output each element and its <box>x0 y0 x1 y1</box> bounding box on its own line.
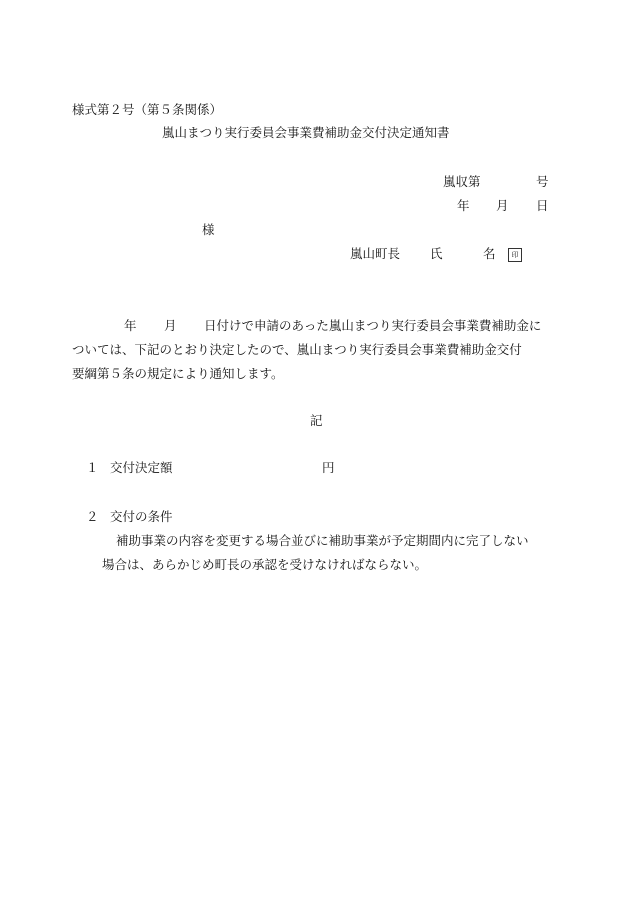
reference-suffix: 号 <box>536 174 549 189</box>
ki-heading: 記 <box>310 413 323 428</box>
item-2-number: ２ <box>86 509 99 524</box>
body-line-3: 要綱第５条の規定により通知します。 <box>72 366 284 381</box>
item-2-text-line-1: 補助事業の内容を変更する場合並びに補助事業が予定期間内に完了しない <box>116 533 529 548</box>
document-title: 嵐山まつり実行委員会事業費補助金交付決定通知書 <box>162 125 450 140</box>
body-month: 月 <box>164 318 177 333</box>
item-2-label: 交付の条件 <box>110 509 173 524</box>
item-1-unit: 円 <box>322 460 335 475</box>
seal-icon: 印 <box>508 248 522 262</box>
sender-shi: 氏 <box>430 246 443 261</box>
item-2-text-line-2: 場合は、あらかじめ町長の承認を受けなければならない。 <box>102 557 428 572</box>
sender-mei: 名 <box>483 246 496 261</box>
date-month: 月 <box>496 198 509 213</box>
body-line-1: 日付けで申請のあった嵐山まつり実行委員会事業費補助金に <box>204 318 542 333</box>
item-1-label: 交付決定額 <box>110 460 173 475</box>
body-year: 年 <box>124 318 137 333</box>
sender-title: 嵐山町長 <box>350 246 401 261</box>
date-day: 日 <box>536 198 549 213</box>
form-number: 様式第２号（第５条関係） <box>72 102 223 117</box>
date-year: 年 <box>457 198 470 213</box>
reference-prefix: 嵐収第 <box>443 174 481 189</box>
item-1-number: １ <box>86 460 99 475</box>
addressee-honorific: 様 <box>202 222 215 237</box>
seal-mark <box>508 248 522 262</box>
body-line-2: ついては、下記のとおり決定したので、嵐山まつり実行委員会事業費補助金交付 <box>72 342 522 357</box>
